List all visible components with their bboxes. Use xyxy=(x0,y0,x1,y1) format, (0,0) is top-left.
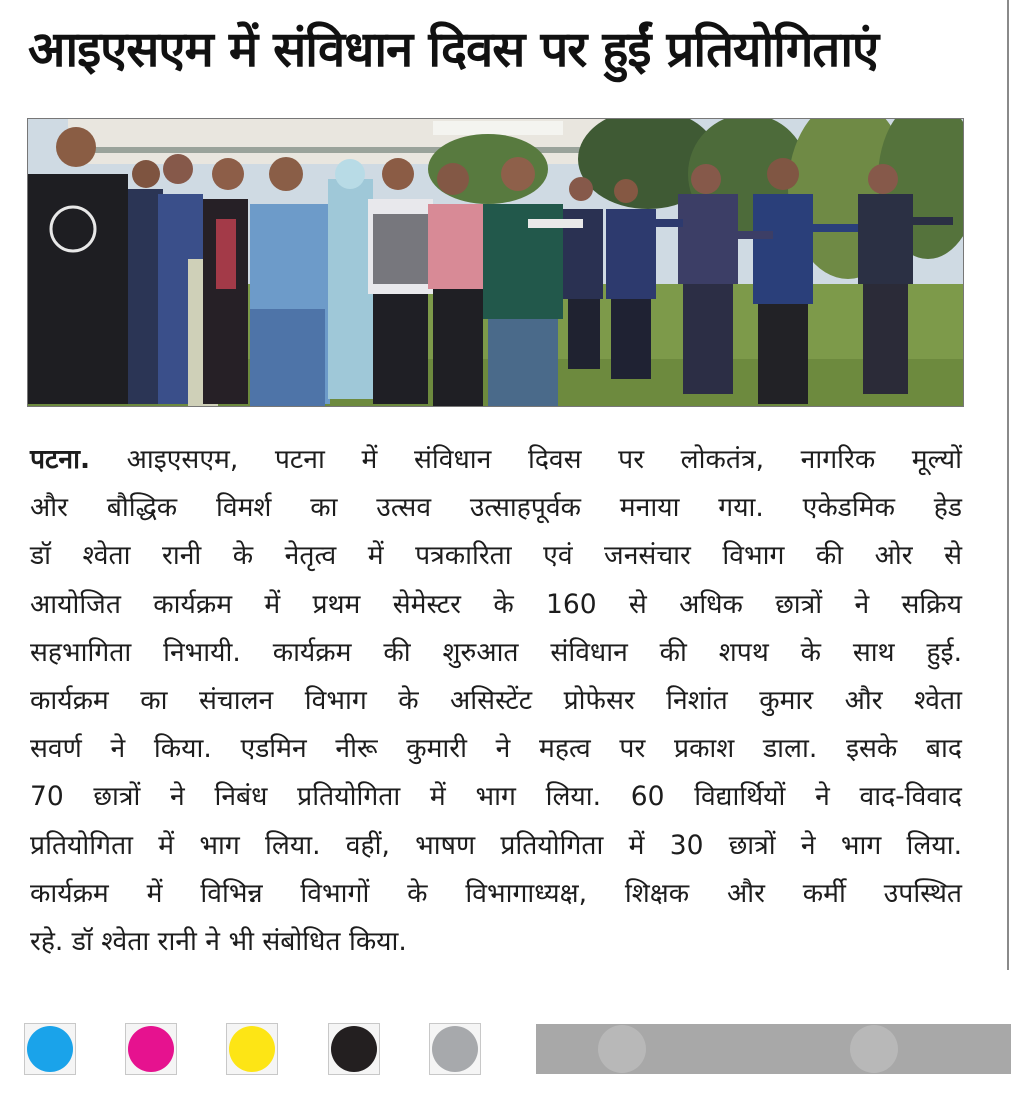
color-registration-swatches xyxy=(24,1023,504,1075)
article-line-6: कार्यक्रम का संचालन विभाग के असिस्टेंट प्रोफेसर निशांत कुमार और श्वेता xyxy=(30,685,962,717)
article-line-2: और बौद्धिक विमर्श का उत्सव उत्साहपूर्वक मनाया गया. एकेडमिक हेड xyxy=(30,492,962,524)
article-body xyxy=(30,436,962,966)
article-line-7: सवर्ण ने किया. एडमिन नीरू कुमारी ने महत्व पर प्रकाश डाला. इसके बाद xyxy=(30,733,962,765)
cyan-swatch xyxy=(24,1023,76,1075)
article-line-10: कार्यक्रम में विभिन्न विभागों के विभागाध्यक्ष, शिक्षक और कर्मी उपस्थित xyxy=(30,877,962,909)
article-line-1: पटना. आइएसएम, पटना में संविधान दिवस पर लोकतंत्र, नागरिक मूल्यों xyxy=(30,444,962,475)
column-rule xyxy=(1007,0,1009,970)
grey-print-bar xyxy=(536,1024,1011,1074)
grey-bar-circle xyxy=(598,1025,646,1073)
grey-swatch xyxy=(429,1023,481,1075)
yellow-swatch xyxy=(226,1023,278,1075)
dateline: पटना. xyxy=(30,444,91,475)
grey-bar-circle xyxy=(850,1025,898,1073)
headline: आइएसएम में संविधान दिवस पर हुईं प्रतियोगिताएं xyxy=(28,21,879,78)
news-photo xyxy=(27,118,964,407)
oath-ceremony-photo xyxy=(28,119,963,406)
article-line-3: डॉ श्वेता रानी के नेतृत्व में पत्रकारिता एवं जनसंचार विभाग की ओर से xyxy=(30,540,962,572)
article-line-5: सहभागिता निभायी. कार्यक्रम की शुरुआत संविधान की शपथ के साथ हुई. xyxy=(30,636,962,668)
article-line-8: 70 छात्रों ने निबंध प्रतियोगिता में भाग लिया. 60 विद्यार्थियों ने वाद-विवाद xyxy=(30,781,962,813)
article-line-4: आयोजित कार्यक्रम में प्रथम सेमेस्टर के 160 से अधिक छात्रों ने सक्रिय xyxy=(30,588,962,620)
black-swatch xyxy=(328,1023,380,1075)
article-line-9: प्रतियोगिता में भाग लिया. वहीं, भाषण प्रतियोगिता में 30 छात्रों ने भाग लिया. xyxy=(30,829,962,861)
article-line-11: रहे. डॉ श्वेता रानी ने भी संबोधित किया. xyxy=(30,926,407,958)
magenta-swatch xyxy=(125,1023,177,1075)
